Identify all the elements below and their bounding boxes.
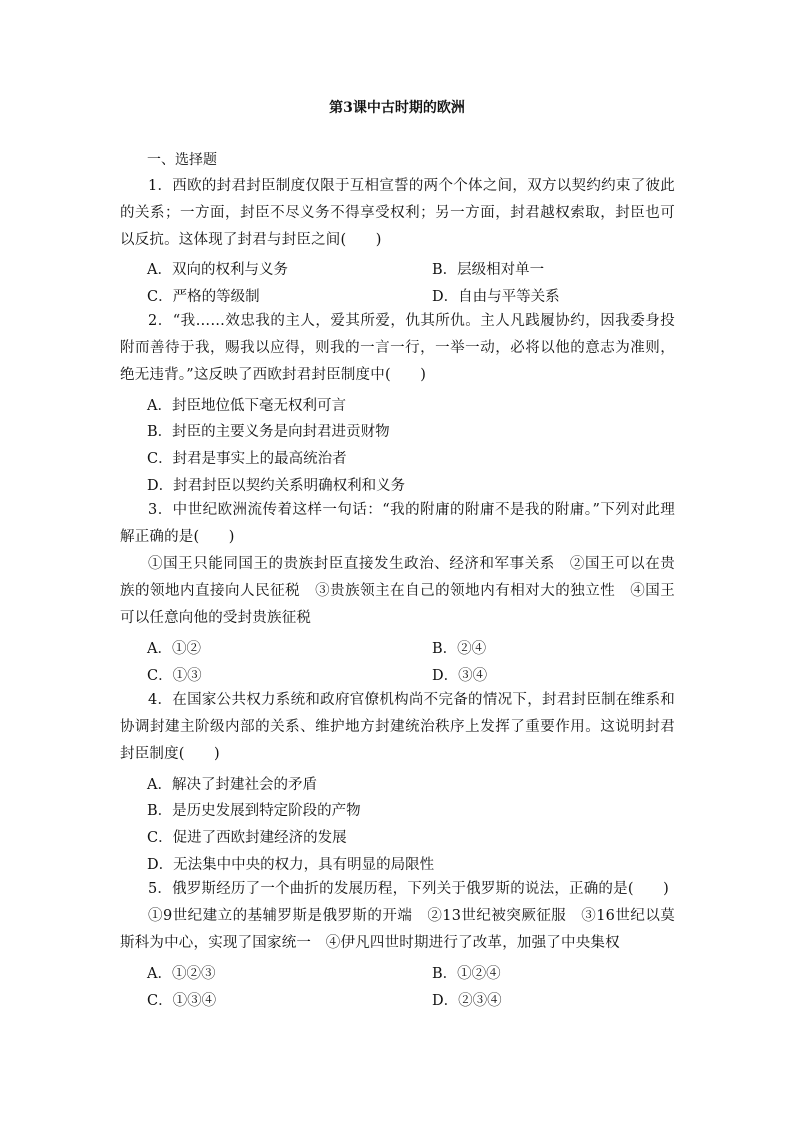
question-3-stem: 3．中世纪欧洲流传着这样一句话：“我的附庸的附庸不是我的附庸。”下列对此理解正确的是( ) — [120, 502, 675, 545]
question-5-option-d: D．②③④ — [432, 993, 502, 1009]
question-1-option-b: B．层级相对单一 — [432, 262, 545, 278]
question-2-stem: 2．“我……效忠我的主人，爱其所爱，仇其所仇。主人凡践履协约，因我委身投附而善待于我，赐我以应得，则我的一言一行，一举一动，必将以他的意志为准则，绝无违背。”这反映了西欧封君封臣制度中( ) — [120, 313, 675, 383]
question-3-items: ①国王只能同国王的贵族封臣直接发生政治、经济和军事关系 ②国王可以在贵族的领地内直接向人民征税 ③贵族领主在自己的领地内有相对大的独立性 ④国王可以任意向他的受封贵族征税 — [120, 556, 675, 626]
question-1-option-d: D．自由与平等关系 — [432, 289, 560, 305]
question-4-option-a: A．解决了封建社会的矛盾 — [147, 777, 317, 793]
question-5-option-a: A．①②③ — [147, 966, 216, 982]
question-5-items: ①9世纪建立的基辅罗斯是俄罗斯的开端 ②13世纪被突厥征服 ③16世纪以莫斯科为中心，实现了国家统一 ④伊凡四世时期进行了改革，加强了中央集权 — [120, 908, 675, 951]
question-3-option-a: A．①② — [147, 641, 201, 657]
page-title: 第3课中古时期的欧洲 — [329, 100, 465, 116]
question-1-stem: 1．西欧的封君封臣制度仅限于互相宣誓的两个个体之间，双方以契约约束了彼此的关系；一方面，封臣不尽义务不得享受权利；另一方面，封君越权索取，封臣也可以反抗。这体现了封君与封臣之间( ) — [120, 178, 675, 248]
question-4-option-d: D．无法集中中央的权力，具有明显的局限性 — [147, 857, 435, 873]
question-1-option-c: C．严格的等级制 — [147, 289, 260, 305]
question-3-option-c: C．①③ — [147, 668, 202, 684]
question-1-option-a: A．双向的权利与义务 — [147, 262, 288, 278]
question-4-option-b: B．是历史发展到特定阶段的产物 — [147, 803, 361, 819]
section-heading: 一、选择题 — [147, 152, 217, 168]
question-2-option-b: B．封臣的主要义务是向封君进贡财物 — [147, 424, 390, 440]
question-4-stem: 4．在国家公共权力系统和政府官僚机构尚不完备的情况下，封君封臣制在维系和协调封建主阶级内部的关系、维护地方封建统治秩序上发挥了重要作用。这说明封君封臣制度( ) — [120, 692, 675, 762]
question-5-option-b: B．①②④ — [432, 966, 501, 982]
question-5-stem: 5．俄罗斯经历了一个曲折的发展历程，下列关于俄罗斯的说法，正确的是( ) — [148, 881, 669, 897]
question-2-option-a: A．封臣地位低下毫无权利可言 — [147, 398, 346, 414]
question-4-option-c: C．促进了西欧封建经济的发展 — [147, 830, 347, 846]
question-3-option-d: D．③④ — [432, 668, 488, 684]
question-2-option-d: D．封君封臣以契约关系明确权利和义务 — [147, 478, 406, 494]
question-5-option-c: C．①③④ — [147, 993, 217, 1009]
question-2-option-c: C．封君是事实上的最高统治者 — [147, 451, 347, 467]
question-3-option-b: B．②④ — [432, 641, 487, 657]
